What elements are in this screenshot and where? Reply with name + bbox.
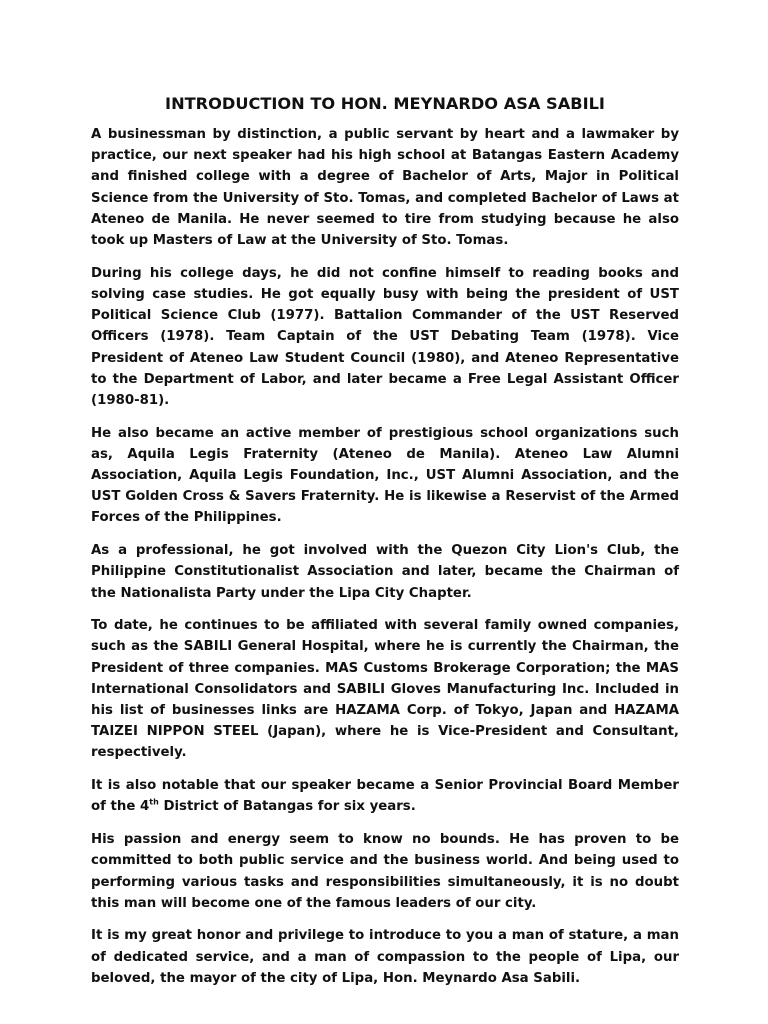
paragraph-board-member [91, 775, 679, 817]
paragraph-closing: It is my great honor and privilege to introduce to you a man of stature, a man of dedicated service, and a man of compassion to the people of Lipa, our beloved, the mayor of the city of Lipa, Hon. Meynardo Asa Sabili. [91, 928, 679, 986]
paragraph-passion: His passion and energy seem to know no bounds. He has proven to be committed to both public service and the business world. And being used to performing various tasks and responsibilities simultaneously, it is no doubt this man will become one of the famous leaders of our city. [91, 832, 679, 911]
paragraph-professional: As a professional, he got involved with the Quezon City Lion's Club, the Philippine Constitutionalist Association and later, became the Chairman of the Nationalista Party under the Lipa City Chapter. [91, 543, 679, 601]
paragraph-background: A businessman by distinction, a public servant by heart and a lawmaker by practice, our next speaker had his high school at Batangas Eastern Academy and finished college with a degree of Bachelor of Arts, Major in Political Science from the University of Sto. Tomas, and completed Bachelor of Laws at Ateneo de Manila. He never seemed to tire from studying because he also took up Masters of Law at the University of Sto. Tomas. [91, 127, 679, 249]
paragraph-companies: To date, he continues to be affiliated with several family owned companies, such as the SABILI General Hospital, where he is currently the Chairman, the President of three companies. MAS Customs Brokerage Corporation; the MAS International Consolidators and SABILI Gloves Manufacturing Inc. Included in his list of businesses links are HAZAMA Corp. of Tokyo, Japan and HAZAMA TAIZEI NIPPON STEEL (Japan), where he is Vice-President and Consultant, respectively. [91, 618, 679, 761]
board-member-text-after: District of Batangas for six years. [158, 799, 416, 815]
board-member-text-before: It is also notable that our speaker became a Senior Provincial Board Member of the 4 [91, 778, 679, 815]
paragraph-organizations: He also became an active member of prestigious school organizations such as, Aquila Legis Fraternity (Ateneo de Manila). Ateneo Law Alumni Association, Aquila Legis Foundation, Inc., UST Alumni Association, and the UST Golden Cross & Savers Fraternity. He is likewise a Reservist of the Armed Forces of the Philippines. [91, 425, 679, 526]
document-title: INTRODUCTION TO HON. MEYNARDO ASA SABILI [165, 94, 605, 113]
paragraph-college-days: During his college days, he did not confine himself to reading books and solving case studies. He got equally busy with being the president of UST Political Science Club (1977). Battalion Commander of the UST Reserved Officers (1978). Team Captain of the UST Debating Team (1978). Vice President of Ateneo Law Student Council (1980), and Ateneo Representative to the Department of Labor, and later became a Free Legal Assistant Officer (1980-81). [91, 265, 679, 408]
ordinal-superscript: th [149, 797, 159, 807]
